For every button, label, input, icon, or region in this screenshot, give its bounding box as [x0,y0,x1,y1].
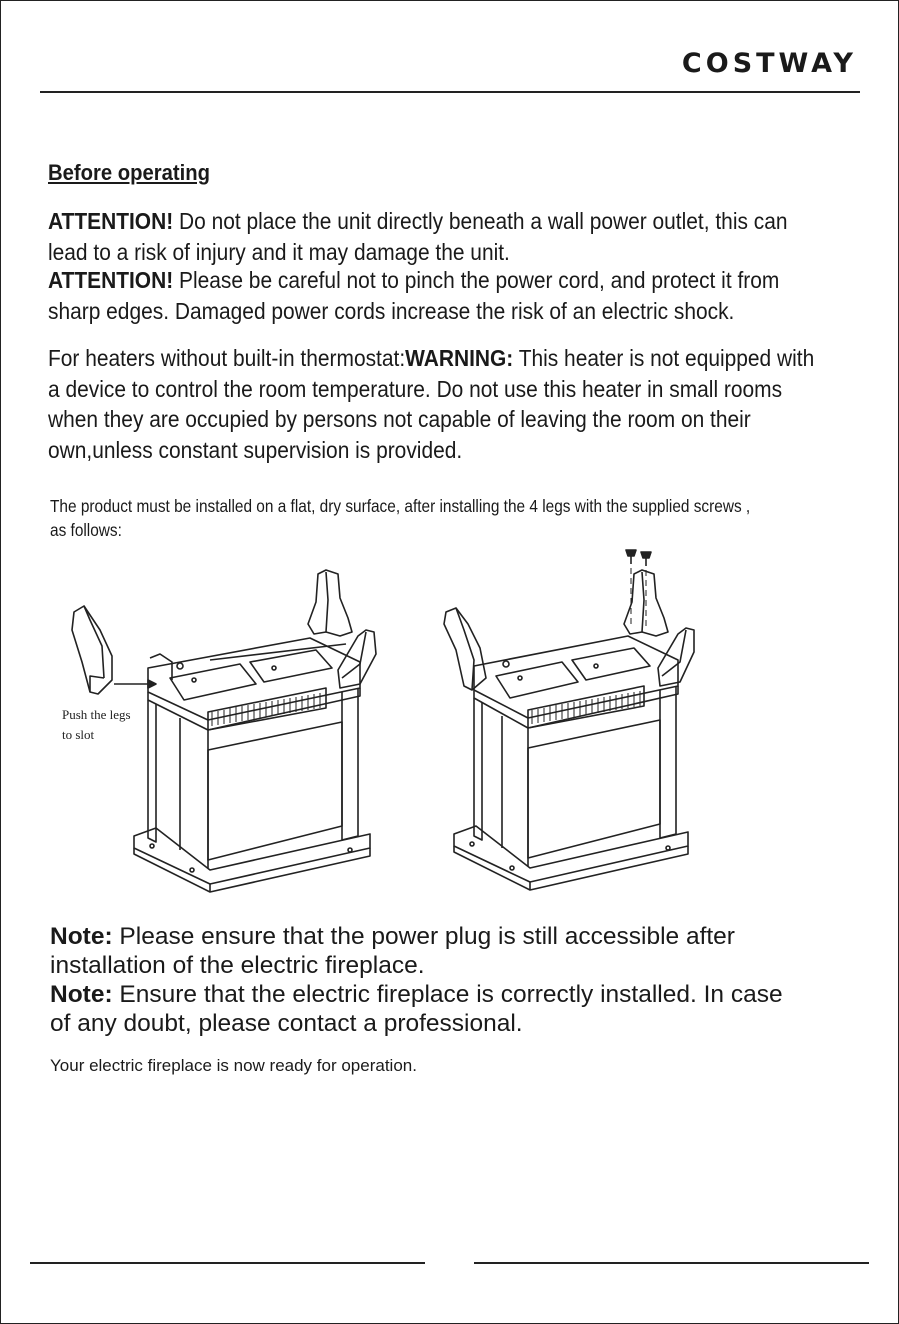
thermostat-warning-paragraph [48,343,849,465]
note-paragraph-2 [50,980,890,1038]
note-text: Ensure that the electric fireplace is correctly installed. In case [112,981,783,1008]
note-text: of any doubt, please contact a professional. [50,1010,523,1037]
attention-paragraph-1 [48,206,849,267]
install-text: as follows: [50,520,122,540]
warning-text: a device to control the room temperature. Do not use this heater in small rooms [48,375,783,402]
header-divider [40,91,860,93]
note-text: Please ensure that the power plug is still accessible after [112,923,735,950]
warning-text: This heater is not equipped with [513,345,815,371]
brand-logo: COSTWAY [681,48,857,79]
attention-text: Please be careful not to pinch the power cord, and protect it from [173,267,780,293]
ready-message: Your electric fireplace is now ready for operation. [50,1056,417,1075]
footer-divider-right [474,1262,869,1264]
screw-fastening-illustration [438,540,698,900]
section-title: Before operating [48,160,210,185]
screw-icon [626,550,636,564]
attention-text: sharp edges. Damaged power cords increase the risk of an electric shock. [48,297,735,324]
attention-label: ATTENTION! [48,208,174,234]
warning-text: own,unless constant supervision is provided. [48,436,463,463]
install-instructions [50,494,824,542]
attention-text: Do not place the unit directly beneath a wall power outlet, this can [173,208,788,234]
attention-text: lead to a risk of injury and it may damage the unit. [48,238,510,265]
footer-divider-left [30,1262,425,1264]
install-text: The product must be installed on a flat, dry surface, after installing the 4 legs with the supplied screws , [50,496,751,516]
note-label: Note: [50,981,113,1008]
screw-icon [641,552,651,566]
warning-label: WARNING: [405,345,514,371]
push-legs-callout: Push the legs to slot [62,707,131,742]
note-label: Note: [50,923,113,950]
note-text: installation of the electric fireplace. [50,952,425,979]
attention-paragraph-2 [48,265,849,326]
note-paragraph-1 [50,922,890,980]
warning-text: when they are occupied by persons not capable of leaving the room on their [48,406,751,432]
thermostat-prefix: For heaters without built-in thermostat: [48,345,406,371]
attention-label: ATTENTION! [48,267,174,293]
